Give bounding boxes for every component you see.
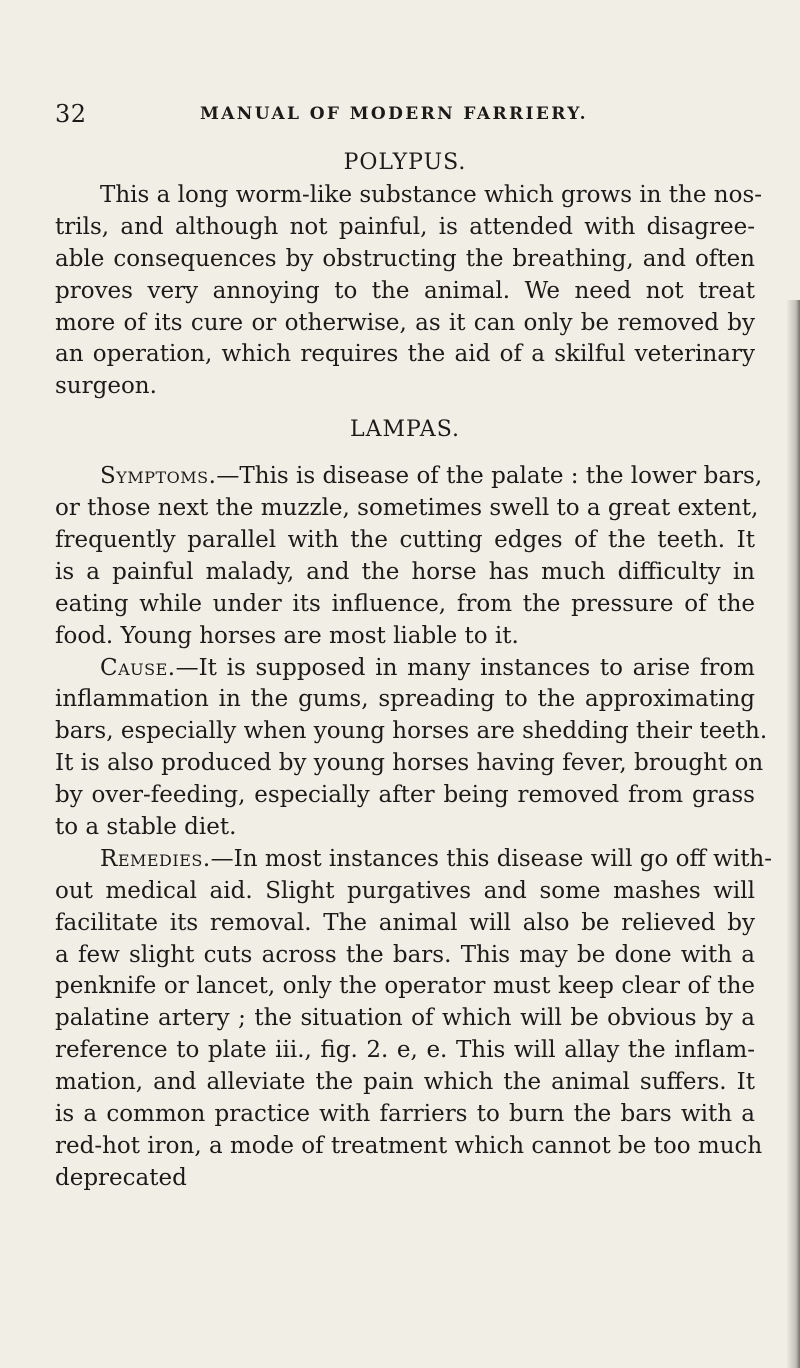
text-line [55, 461, 763, 493]
text-line: mation, and alleviate the pain which the animal suffers. It [55, 1069, 755, 1096]
text-line: frequently parallel with the cutting edges of the teeth. It [55, 527, 755, 554]
text-line: bars, especially when young horses are shedding their teeth. [55, 718, 768, 745]
remedies-first-line: —In most instances this disease will go off with- [210, 845, 773, 872]
text-line: more of its cure or otherwise, as it can only be removed by [55, 309, 755, 336]
text-line: or those next the muzzle, sometimes swell to a great extent, [55, 495, 759, 522]
page-number: 32 [55, 100, 87, 128]
text-line: surgeon. [55, 373, 157, 400]
text-line: trils, and although not painful, is attended with disagree- [55, 213, 755, 240]
cause-label: Cause. [100, 654, 176, 681]
text-line: by over-feeding, especially after being removed from grass [55, 782, 755, 809]
text-line: This a long worm-like substance which grows in the nos- [100, 182, 763, 208]
text-line: facilitate its removal. The animal will also be relieved by [55, 909, 755, 936]
paragraph-cause [55, 653, 768, 844]
text-line [55, 844, 773, 876]
cause-first-line: —It is supposed in many instances to arise from [175, 654, 755, 681]
text-line: deprecated [55, 1164, 187, 1191]
text-line: an operation, which requires the aid of a skilful veterinary [55, 341, 755, 368]
text-line: to a stable diet. [55, 814, 237, 841]
text-line [55, 653, 755, 685]
symptoms-label: Symptoms. [100, 463, 217, 490]
text-line: is a common practice with farriers to burn the bars with a [55, 1101, 755, 1128]
text-line: out medical aid. Slight purgatives and some mashes will [55, 877, 755, 904]
paragraph-remedies [55, 844, 773, 1195]
text-line: inflammation in the gums, spreading to the approximating [55, 686, 755, 713]
text-line: a few slight cuts across the bars. This may be done with a [55, 941, 755, 968]
text-line: eating while under its influence, from the pressure of the [55, 590, 755, 617]
text-line: food. Young horses are most liable to it. [55, 622, 519, 649]
text-line: red-hot iron, a mode of treatment which cannot be too much [55, 1132, 763, 1159]
text-line: proves very annoying to the animal. We need not treat [55, 277, 755, 304]
text-line: penknife or lancet, only the operator must keep clear of the [55, 973, 755, 1000]
text-line: It is also produced by young horses having fever, brought on [55, 750, 764, 777]
running-head: MANUAL OF MODERN FARRIERY. [200, 104, 588, 124]
paragraph-polypus [55, 180, 763, 403]
text-line: reference to plate iii., fig. 2. e, e. This will allay the inflam- [55, 1037, 755, 1064]
remedies-label: Remedies. [100, 845, 211, 872]
section-title-lampas: LAMPAS. [350, 417, 460, 443]
body-text [55, 146, 773, 1195]
symptoms-first-line: —This is disease of the palate : the lower bars, [216, 463, 763, 490]
section-title-polypus: POLYPUS. [343, 150, 467, 175]
text-line: is a painful malady, and the horse has much difficulty in [55, 558, 755, 585]
page-header [55, 100, 755, 130]
text-line: able consequences by obstructing the breathing, and often [55, 245, 755, 272]
page-edge-shadow [786, 300, 800, 1368]
paragraph-symptoms [55, 461, 763, 652]
text-line: palatine artery ; the situation of which will be obvious by a [55, 1005, 755, 1032]
